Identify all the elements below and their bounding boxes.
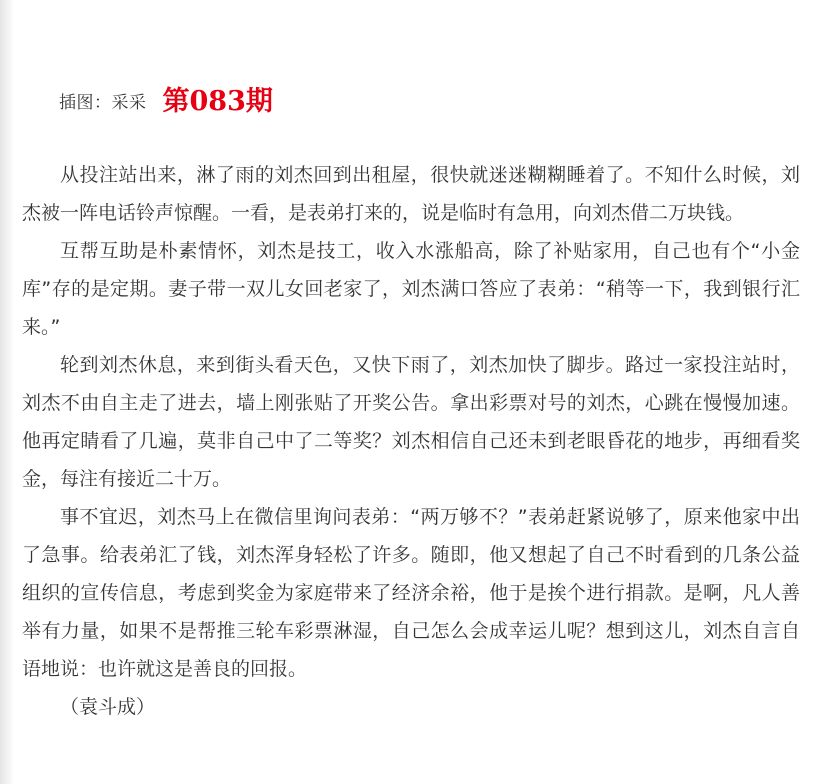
article-body [22,156,800,726]
paragraph-4: 事不宜迟，刘杰马上在微信里询问表弟：“两万够不？”表弟赶紧说够了，原来他家中出了急事。给表弟汇了钱，刘杰浑身轻松了许多。随即，他又想起了自己不时看到的几条公益组织的宣传信息，考虑到奖金为家庭带来了经济余裕，他于是挨个进行捐款。是啊，凡人善举有力量，如果不是帮推三轮车彩票淋湿，自己怎么会成幸运儿呢？想到这儿，刘杰自言自语地说：也许就这是善良的回报。 [22,506,800,680]
paragraph-2: 互帮互助是朴素情怀，刘杰是技工，收入水涨船高，除了补贴家用，自己也有个“小金库”存的是定期。妻子带一双儿女回老家了，刘杰满口答应了表弟：“稍等一下，我到银行汇来。” [22,240,800,338]
issue-number: 第083期 [162,85,273,117]
article-header [59,80,273,120]
illustration-credit: 插图：采采 [59,92,147,113]
paragraph-1: 从投注站出来，淋了雨的刘杰回到出租屋，很快就迷迷糊糊睡着了。不知什么时候，刘杰被一阵电话铃声惊醒。一看，是表弟打来的，说是临时有急用，向刘杰借二万块钱。 [22,164,800,224]
paragraph-3: 轮到刘杰休息，来到街头看天色，又快下雨了，刘杰加快了脚步。路过一家投注站时，刘杰不由自主走了进去，墙上刚张贴了开奖公告。拿出彩票对号的刘杰，心跳在慢慢加速。他再定睛看了几遍，莫非自己中了二等奖？刘杰相信自己还未到老眼昏花的地步，再细看奖金，每注有接近二十万。 [22,354,800,490]
author-signature: （袁斗成） [60,696,156,718]
page-edge-shadow [0,0,14,784]
